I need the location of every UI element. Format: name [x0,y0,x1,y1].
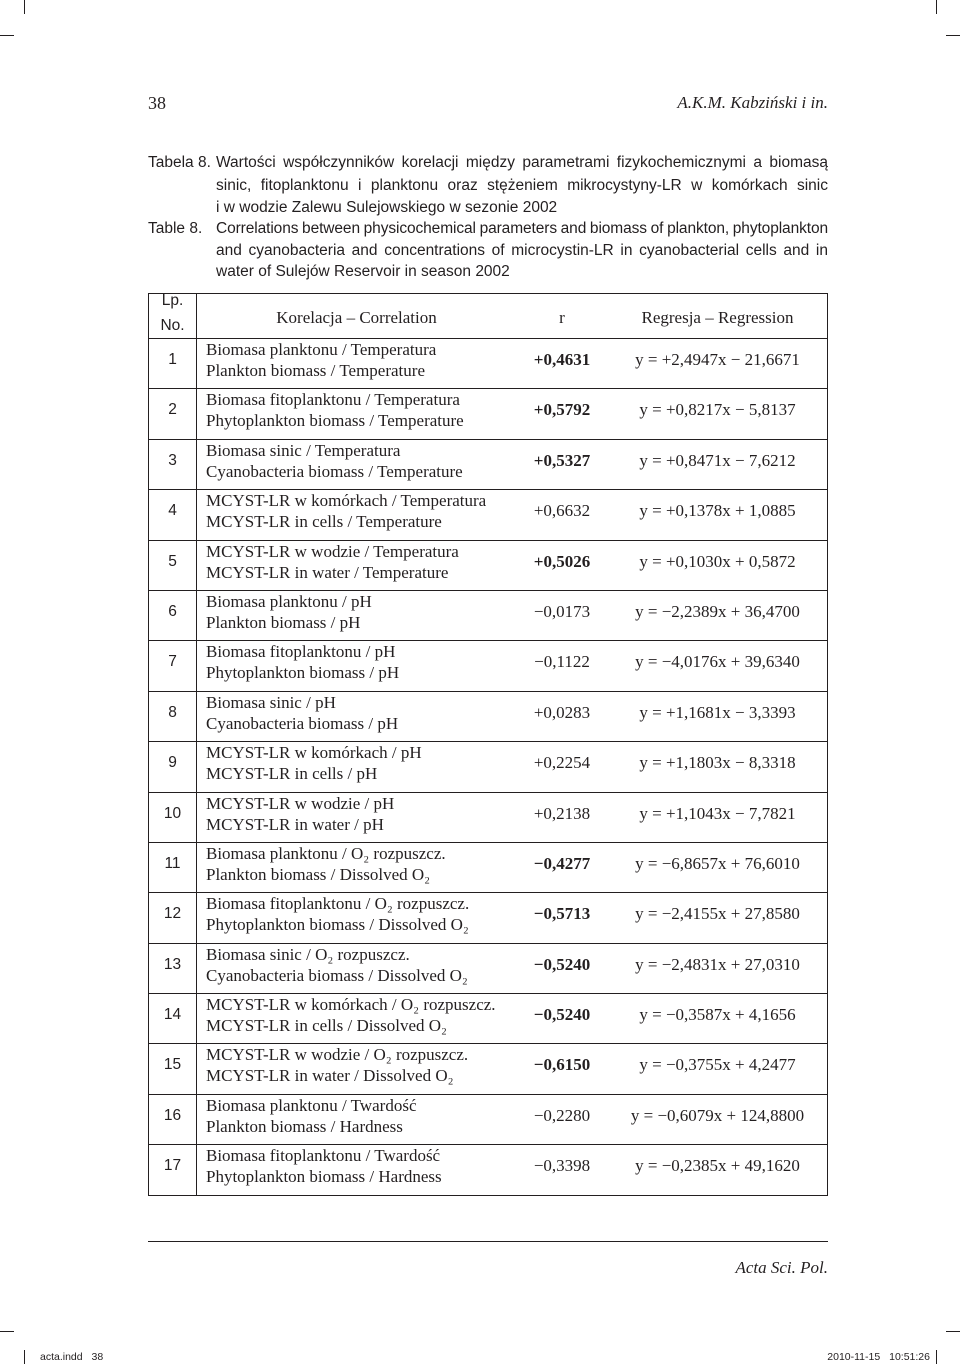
table-caption-polish [148,152,828,220]
correlation-cell [197,339,516,388]
caption-line: water of Sulejów Reservoir in season 2002 [216,263,510,280]
correlation-polish: MCYST-LR w komórkach / O₂ rozpuszcz. [206,995,496,1015]
correlation-cell [197,541,516,590]
regression-equation: y = +2,4947x − 21,6671 [635,350,800,369]
correlation-cell [197,641,516,690]
table-row [149,1094,827,1144]
table-caption-english [148,218,828,283]
correlation-polish: Biomasa planktonu / Twardość [206,1095,417,1115]
caption-line: i w wodzie Zalewu Sulejowskiego w sezonie 2002 [216,199,558,216]
regression-equation: y = −0,3755x + 4,2477 [639,1055,796,1075]
journal-name: Acta Sci. Pol. [735,1258,828,1277]
table-row [149,1043,827,1093]
correlation-polish: MCYST-LR w komórkach / Temperatura [206,491,487,511]
header-correlation: Korelacja – Correlation [276,307,437,327]
table-row [149,1144,827,1194]
correlation-cell [197,742,516,791]
r-value: +0,6632 [533,501,591,521]
correlation-english: MCYST-LR in water / pH [206,814,384,834]
correlation-english: MCYST-LR in water / Dissolved O₂ [206,1066,454,1086]
print-slug-file: acta.indd 38 [40,1351,104,1363]
regression-equation: y = +1,1043x − 7,7821 [639,803,796,823]
correlation-cell [197,793,516,842]
regression-equation: y = −0,2385x + 49,1620 [635,1156,800,1176]
table-row [149,388,827,438]
correlation-polish: Biomasa fitoplanktonu / Twardość [206,1146,441,1166]
correlation-english: Cyanobacteria biomass / pH [206,713,399,733]
row-number: 2 [149,389,197,438]
header-lp-polish: Lp. [161,292,184,309]
correlation-polish: Biomasa fitoplanktonu / O₂ rozpuszcz. [206,894,470,914]
regression-equation: y = −6,8657x + 76,6010 [635,853,800,873]
table-row [149,741,827,791]
footer-rule [148,1241,828,1242]
regression-equation: y = +1,1803x − 8,3318 [639,753,796,773]
crop-mark [946,35,960,36]
r-value: −0,6150 [533,1055,591,1075]
regression-equation: y = −4,0176x + 39,6340 [635,652,800,672]
correlation-cell [197,440,516,489]
r-value: −0,4277 [533,853,591,873]
page-number: 38 [148,93,166,113]
caption-line: and cyanobacteria and concentrations of microcystin-LR in cyanobacterial cells and in [216,241,828,259]
row-number: 15 [149,1044,197,1093]
crop-mark [936,0,937,14]
r-value: −0,3398 [533,1156,591,1176]
correlation-english: Cyanobacteria biomass / Dissolved O₂ [206,965,468,985]
table-row [149,842,827,892]
correlation-english: Phytoplankton biomass / pH [206,663,400,683]
crop-mark [936,1350,937,1364]
correlation-polish: MCYST-LR w komórkach / pH [206,743,422,763]
correlation-english: Plankton biomass / Temperature [206,361,425,380]
r-value: −0,1122 [534,652,590,672]
table-row [149,943,827,993]
correlation-cell [197,1095,516,1144]
regression-equation: y = −2,2389x + 36,4700 [635,601,800,621]
correlation-cell [197,893,516,942]
correlation-english: MCYST-LR in water / Temperature [206,562,449,582]
table-row [149,590,827,640]
correlation-cell [197,1145,516,1194]
regression-equation: y = −0,3587x + 4,1656 [639,1005,796,1025]
correlation-english: Plankton biomass / Hardness [206,1116,403,1136]
r-value: +0,4631 [533,350,591,369]
r-value: +0,2138 [533,803,591,823]
caption-line: Wartości współczynników korelacji między parametrami fizykochemicznymi a biomasą [216,154,828,171]
correlation-cell [197,994,516,1043]
correlation-polish: Biomasa sinic / Temperatura [206,440,401,460]
correlation-polish: Biomasa planktonu / pH [206,591,372,611]
table-row [149,338,827,388]
table-row [149,439,827,489]
regression-equation: y = +0,1378x + 1,0885 [639,501,796,521]
table-row [149,540,827,590]
correlation-polish: MCYST-LR w wodzie / Temperatura [206,541,459,561]
running-head: A.K.M. Kabziński i in. [677,93,828,112]
crop-mark [24,0,25,14]
crop-mark [946,1331,960,1332]
r-value: +0,2254 [533,753,591,773]
correlation-english: MCYST-LR in cells / Dissolved O₂ [206,1016,447,1036]
correlation-english: Phytoplankton biomass / Hardness [206,1167,442,1187]
table-row [149,489,827,539]
row-number: 11 [149,843,197,892]
correlation-polish: Biomasa planktonu / Temperatura [206,340,437,359]
r-value: +0,5792 [533,400,591,420]
header-r: r [559,307,565,327]
r-value: +0,0283 [533,702,591,722]
row-number: 8 [149,692,197,741]
table-row [149,691,827,741]
correlation-cell [197,843,516,892]
header-regression: Regresja – Regression [641,307,794,327]
row-number: 17 [149,1145,197,1194]
print-slug-timestamp: 2010-11-15 10:51:26 [827,1351,930,1363]
correlation-cell [197,389,516,438]
table-row [149,792,827,842]
correlation-cell [197,944,516,993]
row-number: 12 [149,893,197,942]
correlation-cell [197,591,516,640]
header-lp-english: No. [160,317,185,334]
row-number: 7 [149,641,197,690]
r-value: −0,5240 [533,954,591,974]
table-row [149,640,827,690]
table-body [149,338,827,1195]
table-row [149,993,827,1043]
row-number: 1 [149,339,197,388]
correlation-polish: MCYST-LR w wodzie / O₂ rozpuszcz. [206,1045,469,1065]
r-value: −0,2280 [533,1105,591,1125]
correlation-polish: Biomasa planktonu / O₂ rozpuszcz. [206,843,446,863]
regression-equation: y = +0,1030x + 0,5872 [639,551,796,571]
correlation-english: Plankton biomass / Dissolved O₂ [206,864,431,884]
row-number: 10 [149,793,197,842]
regression-equation: y = −0,6079x + 124,8800 [630,1105,805,1125]
correlation-polish: MCYST-LR w wodzie / pH [206,793,395,813]
crop-mark [24,1350,25,1364]
regression-equation: y = +0,8217x − 5,8137 [639,400,796,420]
row-number: 16 [149,1095,197,1144]
correlation-english: Cyanobacteria biomass / Temperature [206,461,463,481]
crop-mark [0,35,14,36]
header-lp [149,294,197,344]
regression-equation: y = −2,4155x + 27,8580 [635,904,800,924]
correlation-english: MCYST-LR in cells / Temperature [206,512,442,532]
correlation-polish: Biomasa fitoplanktonu / pH [206,642,396,662]
r-value: +0,5026 [533,551,591,571]
caption-label-polish: Tabela 8. [148,154,211,171]
row-number: 13 [149,944,197,993]
table-header-row [149,294,827,338]
correlation-polish: Biomasa fitoplanktonu / Temperatura [206,390,460,410]
correlation-english: Plankton biomass / pH [206,612,361,632]
correlation-table [148,293,828,1196]
correlation-cell [197,490,516,539]
correlation-polish: Biomasa sinic / O₂ rozpuszcz. [206,944,410,964]
r-value: −0,5240 [533,1005,591,1025]
row-number: 4 [149,490,197,539]
correlation-english: MCYST-LR in cells / pH [206,764,378,784]
correlation-polish: Biomasa sinic / pH [206,692,336,712]
row-number: 6 [149,591,197,640]
caption-line: sinic, fitoplanktonu i planktonu oraz stężeniem mikrocystyny-LR w komórkach sinic [216,176,828,194]
correlation-cell [197,692,516,741]
correlation-english: Phytoplankton biomass / Dissolved O₂ [206,915,469,935]
regression-equation: y = +1,1681x − 3,3393 [639,702,796,722]
r-value: +0,5327 [533,450,591,470]
r-value: −0,0173 [533,601,591,621]
table-row [149,892,827,942]
correlation-english: Phytoplankton biomass / Temperature [206,411,464,431]
caption-label-english: Table 8. [148,220,203,237]
caption-line: Correlations between physicochemical parameters and biomass of plankton, phytoplankton [216,220,828,237]
row-number: 5 [149,541,197,590]
row-number: 3 [149,440,197,489]
correlation-cell [197,1044,516,1093]
row-number: 14 [149,994,197,1043]
regression-equation: y = +0,8471x − 7,6212 [639,450,796,470]
crop-mark [0,1331,14,1332]
row-number: 9 [149,742,197,791]
regression-equation: y = −2,4831x + 27,0310 [635,954,800,974]
r-value: −0,5713 [533,904,591,924]
